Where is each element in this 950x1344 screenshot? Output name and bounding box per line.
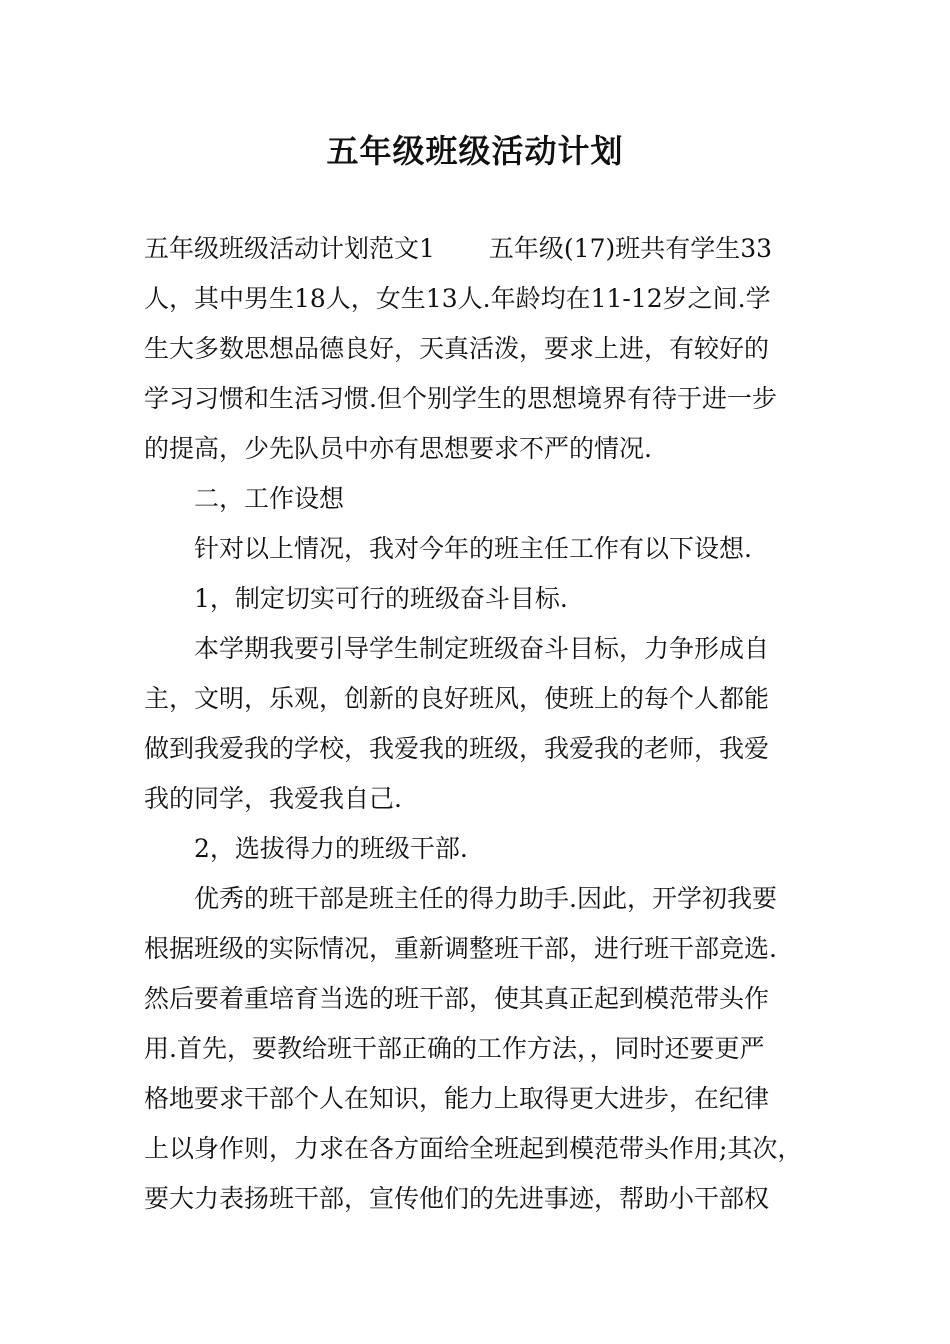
text-line: 格地要求干部个人在知识，能力上取得更大进步，在纪律 xyxy=(144,1084,770,1113)
text-line: 做到我爱我的学校，我爱我的班级，我爱我的老师，我爱 xyxy=(144,734,770,763)
text-line: 本学期我要引导学生制定班级奋斗目标，力争形成自 xyxy=(194,634,770,663)
text-line-part: 五年级(17)班共有学生33 xyxy=(488,234,773,263)
text-line: 用.首先，要教给班干部正确的工作方法，，同时还要更严 xyxy=(144,1034,765,1063)
text-line xyxy=(144,229,814,269)
text-line: 上以身作则，力求在各方面给全班起到模范带头作用;其次， xyxy=(144,1134,803,1163)
list-heading: 1，制定切实可行的班级奋斗目标. xyxy=(194,584,568,613)
text-line-part: 五年级班级活动计划范文1 xyxy=(144,234,435,263)
text-line: 我的同学，我爱我自己. xyxy=(144,784,402,813)
text-line: 主，文明，乐观，创新的良好班风，使班上的每个人都能 xyxy=(144,684,770,713)
text-line: 根据班级的实际情况，重新调整班干部，进行班干部竞选. xyxy=(144,934,777,963)
text-line: 学习习惯和生活习惯.但个别学生的思想境界有待于进一步 xyxy=(144,384,777,413)
text-line: 的提高，少先队员中亦有思想要求不严的情况. xyxy=(144,434,652,463)
text-line: 然后要着重培育当选的班干部，使其真正起到模范带头作 xyxy=(144,984,770,1013)
text-line: 优秀的班干部是班主任的得力助手.因此，开学初我要 xyxy=(194,884,777,913)
list-heading: 2，选拔得力的班级干部. xyxy=(194,834,468,863)
text-line: 要大力表扬班干部，宣传他们的先进事迹，帮助小干部权 xyxy=(144,1184,770,1213)
text-line: 针对以上情况，我对今年的班主任工作有以下设想. xyxy=(194,534,752,563)
text-line: 生大多数思想品德良好，天真活泼，要求上进，有较好的 xyxy=(144,334,770,363)
document-title: 五年级班级活动计划 xyxy=(326,132,624,170)
section-heading: 二，工作设想 xyxy=(194,484,345,513)
text-line: 人，其中男生18人，女生13人.年龄均在11-12岁之间.学 xyxy=(144,284,771,313)
